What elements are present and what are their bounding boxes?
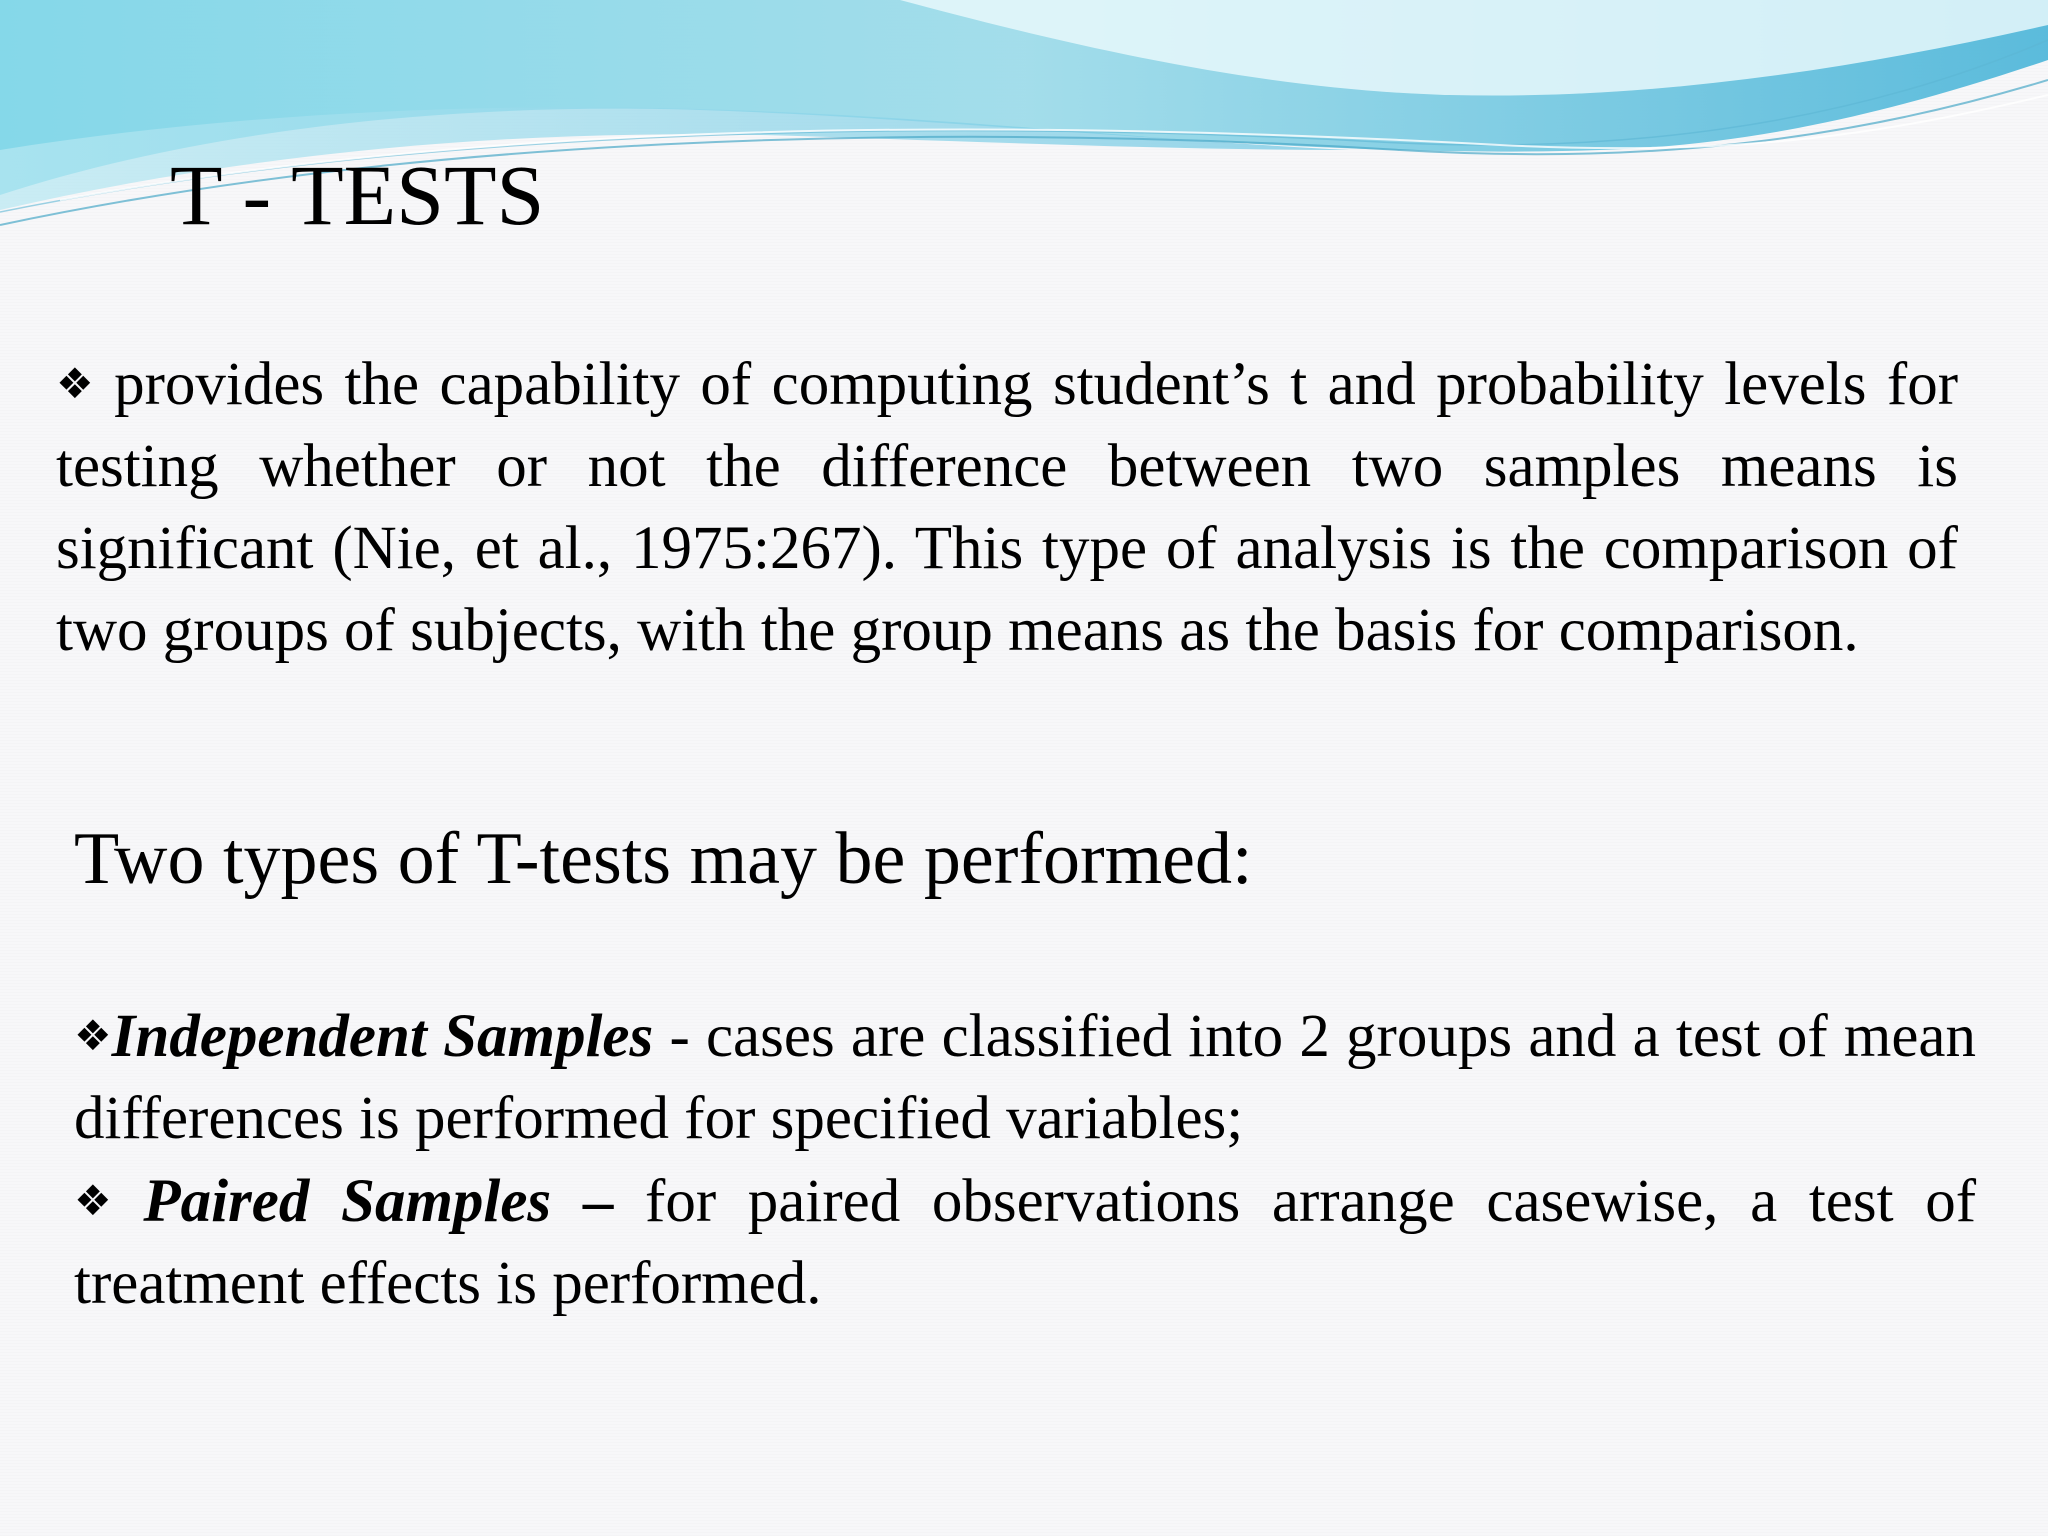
intro-text: provides the capability of computing student’s t and probability levels for testing whether or not the difference between two samples means is significant (Nie, et al., 1975:267). This type of analysis is the comparison of two groups of subjects, with the group means as the basis for comparison. <box>56 351 1959 664</box>
paired-samples-description: for paired observations arrange casewise, a test of treatment effects is performed. <box>74 1168 1977 1317</box>
diamond-bullet-icon: ❖ <box>74 1176 112 1225</box>
t-test-types-list <box>74 995 1976 1325</box>
term-independent-samples: Independent Samples <box>111 1003 654 1070</box>
term-paired-samples: Paired Samples <box>143 1168 552 1235</box>
types-heading: Two types of T-tests may be performed: <box>74 818 1253 900</box>
diamond-bullet-icon: ❖ <box>74 1011 112 1060</box>
independent-samples-description: - cases are classified into 2 groups and a test of mean differences is performed for specified variables; <box>74 1003 1976 1152</box>
paired-samples-dash: – <box>551 1168 645 1235</box>
slide-title: T - TESTS <box>170 147 545 243</box>
list-item-independent-samples <box>74 995 1976 1160</box>
list-item-paired-samples <box>74 1160 1976 1325</box>
intro-paragraph <box>56 343 1958 672</box>
diamond-bullet-icon: ❖ <box>56 359 94 408</box>
